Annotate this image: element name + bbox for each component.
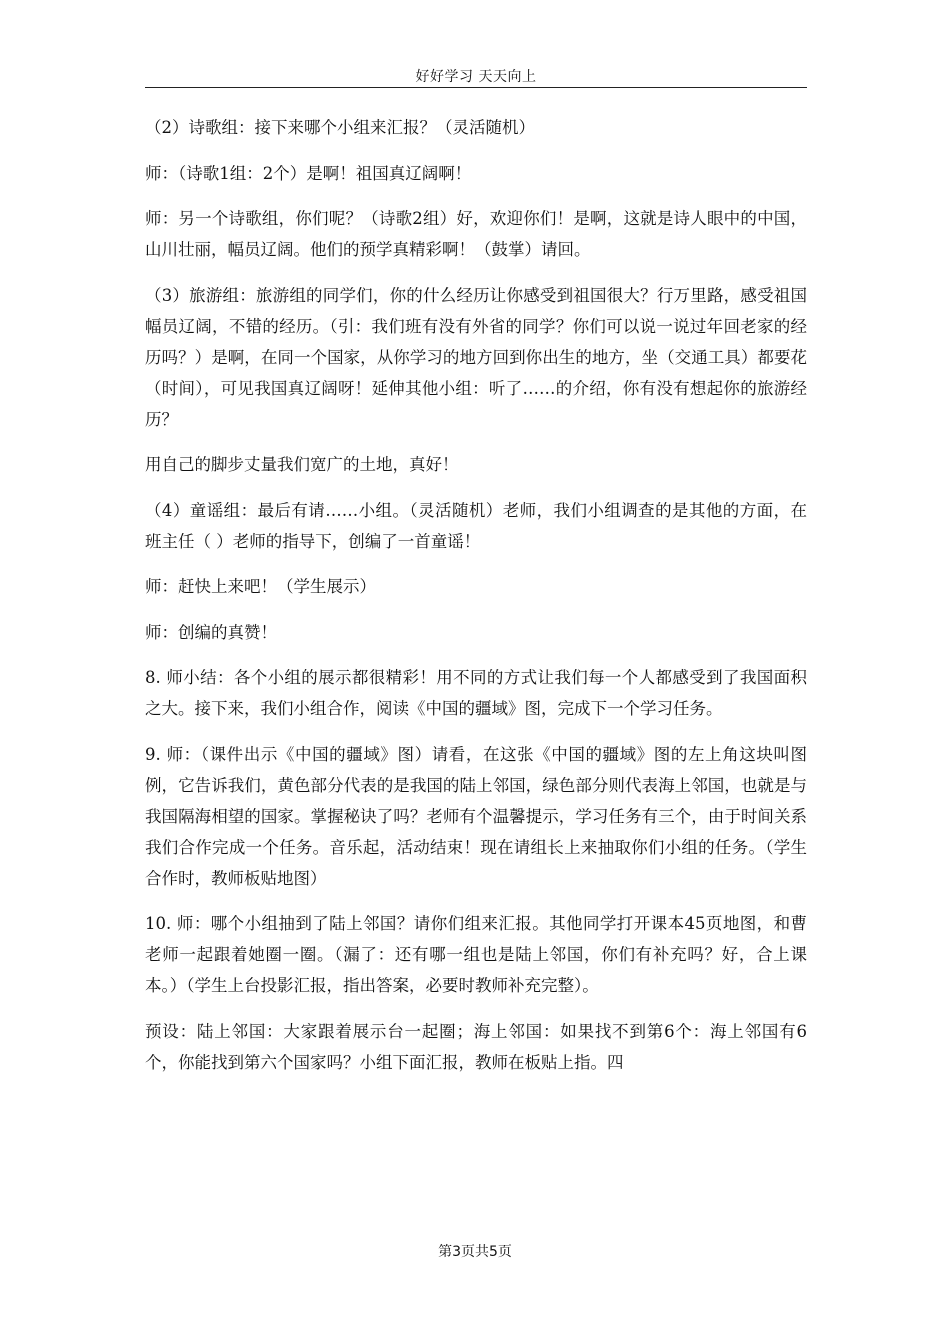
document-body [145, 112, 807, 1092]
paragraph: 10. 师：哪个小组抽到了陆上邻国？请你们组来汇报。其他同学打开课本45页地图，和曹老师一起跟着她圈一圈。（漏了：还有哪一组也是陆上邻国，你们有补充吗？好，合上课本。）（学生上台投影汇报，指出答案，必要时教师补充完整）。 [145, 914, 807, 995]
page-indicator: 第3页共5页 [438, 1244, 512, 1260]
paragraph: 预设：陆上邻国：大家跟着展示台一起圈；海上邻国：如果找不到第6个：海上邻国有6个，你能找到第六个国家吗？小组下面汇报，教师在板贴上指。四 [145, 1021, 807, 1072]
paragraph: 师：（诗歌1组：2个）是啊！祖国真辽阔啊！ [145, 163, 472, 183]
page-header [145, 58, 807, 88]
paragraph: 8. 师小结：各个小组的展示都很精彩！用不同的方式让我们每一个人都感受到了我国面积之大。接下来，我们小组合作，阅读《中国的疆域》图，完成下一个学习任务。 [145, 668, 807, 718]
page-footer [0, 1242, 950, 1262]
paragraph: 师：另一个诗歌组，你们呢？（诗歌2组）好，欢迎你们！是啊，这就是诗人眼中的中国，山川壮丽，幅员辽阔。他们的预学真精彩啊！（鼓掌）请回。 [145, 209, 807, 259]
paragraph: 师：赶快上来吧！（学生展示） [145, 577, 376, 596]
paragraph: 9. 师：（课件出示《中国的疆域》图）请看，在这张《中国的疆域》图的左上角这块叫图例，它告诉我们，黄色部分代表的是我国的陆上邻国，绿色部分则代表海上邻国，也就是与我国隔海相望的国家。掌握秘诀了吗？老师有个温馨提示，学习任务有三个，由于时间关系我们合作完成一个任务。音乐起，活动结束！现在请组长上来抽取你们小组的任务。（学生合作时，教师板贴地图） [145, 744, 807, 888]
paragraph: （3）旅游组：旅游组的同学们，你的什么经历让你感受到祖国很大？行万里路，感受祖国幅员辽阔，不错的经历。（引：我们班有没有外省的同学？你们可以说一说过年回老家的经历吗？）是啊，在同一个国家，从你学习的地方回到你出生的地方，坐（交通工具）都要花（时间），可见我国真辽阔呀！延伸其他小组：听了……的介绍，你有没有想起你的旅游经历？ [145, 285, 807, 429]
paragraph: 用自己的脚步丈量我们宽广的土地，真好！ [145, 455, 459, 474]
paragraph: （2）诗歌组：接下来哪个小组来汇报？（灵活随机） [145, 118, 535, 137]
paragraph: 师：创编的真赞！ [145, 622, 277, 642]
header-title: 好好学习 天天向上 [415, 69, 537, 85]
paragraph: （4）童谣组：最后有请……小组。（灵活随机）老师，我们小组调查的是其他的方面，在班主任（ ）老师的指导下，创编了一首童谣！ [145, 500, 807, 551]
